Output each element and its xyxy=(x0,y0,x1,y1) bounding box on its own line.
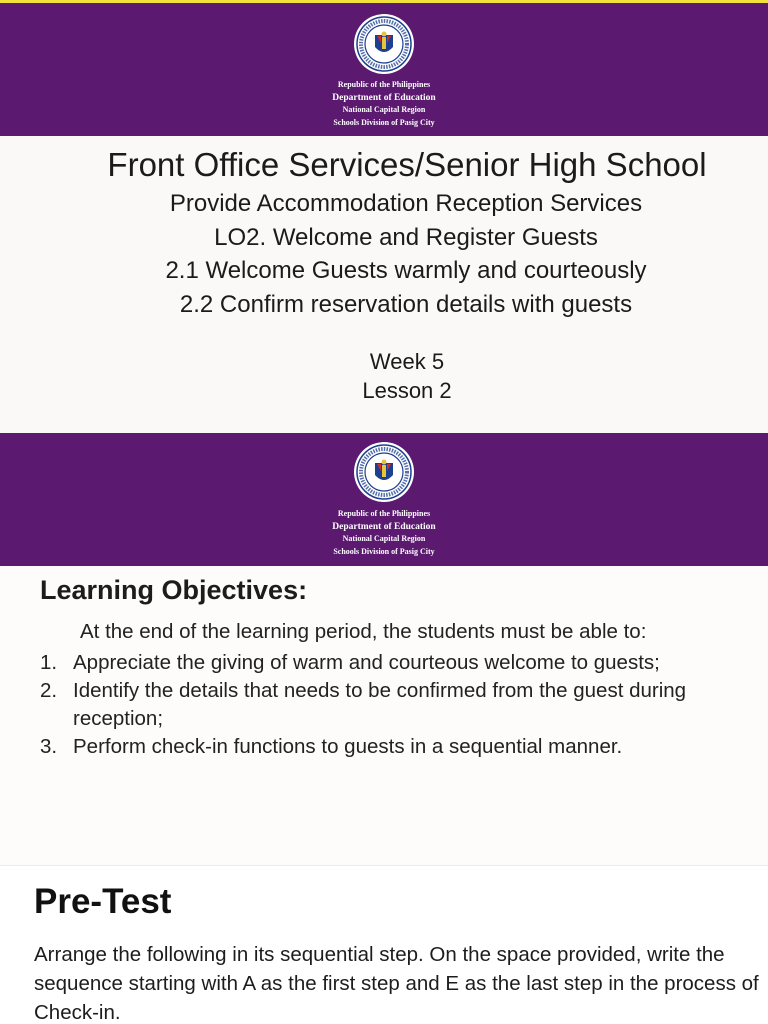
list-number: 1. xyxy=(40,651,58,674)
region-label: National Capital Region xyxy=(342,105,426,114)
deped-seal-icon xyxy=(353,13,415,75)
division-label: Schools Division of Pasig City xyxy=(333,546,435,556)
department-label: Department of Education xyxy=(332,521,436,532)
department-label: Department of Education xyxy=(332,92,436,103)
objectives-intro: At the end of the learning period, the students must be able to: xyxy=(80,620,647,643)
objectives-slide xyxy=(0,433,768,865)
deped-seal-icon xyxy=(353,441,415,503)
pretest-slide xyxy=(0,865,768,1024)
list-text: Perform check-in functions to guests in a sequential manner. xyxy=(73,735,623,758)
week-label: Week 5 xyxy=(369,349,445,374)
list-item xyxy=(40,677,755,733)
subtopic-1: 2.1 Welcome Guests warmly and courteously xyxy=(165,257,647,284)
objectives-heading: Learning Objectives: xyxy=(40,575,308,605)
lesson-label: Lesson 2 xyxy=(362,378,452,403)
subtopic-2: 2.2 Confirm reservation details with guests xyxy=(179,290,633,318)
week-block xyxy=(0,347,768,405)
title-block xyxy=(0,143,768,321)
list-number: 2. xyxy=(40,679,58,702)
list-text: Identify the details that needs to be confirmed from the guest during reception; xyxy=(73,679,687,730)
deped-banner xyxy=(0,3,768,136)
deped-header-text xyxy=(0,508,768,558)
list-item xyxy=(40,733,755,761)
course-title: Front Office Services/Senior High School xyxy=(107,146,707,183)
list-number: 3. xyxy=(40,735,58,758)
pretest-instructions: Arrange the following in its sequential step. On the space provided, write the sequence starting with A as the first step and E as the last step in the process of Check-in. xyxy=(34,943,759,1024)
list-item xyxy=(40,649,755,677)
division-label: Schools Division of Pasig City xyxy=(333,117,435,127)
region-label: National Capital Region xyxy=(342,534,426,543)
country-label: Republic of the Philippines xyxy=(337,80,431,89)
deped-header-text xyxy=(0,79,768,129)
country-label: Republic of the Philippines xyxy=(337,509,431,518)
pretest-heading: Pre-Test xyxy=(34,882,172,921)
objectives-list xyxy=(40,649,755,761)
deped-banner xyxy=(0,433,768,566)
module-title: Provide Accommodation Reception Services xyxy=(169,190,643,217)
list-text: Appreciate the giving of warm and courteous welcome to guests; xyxy=(73,651,660,674)
learning-outcome: LO2. Welcome and Register Guests xyxy=(214,223,598,251)
title-slide xyxy=(0,0,768,433)
